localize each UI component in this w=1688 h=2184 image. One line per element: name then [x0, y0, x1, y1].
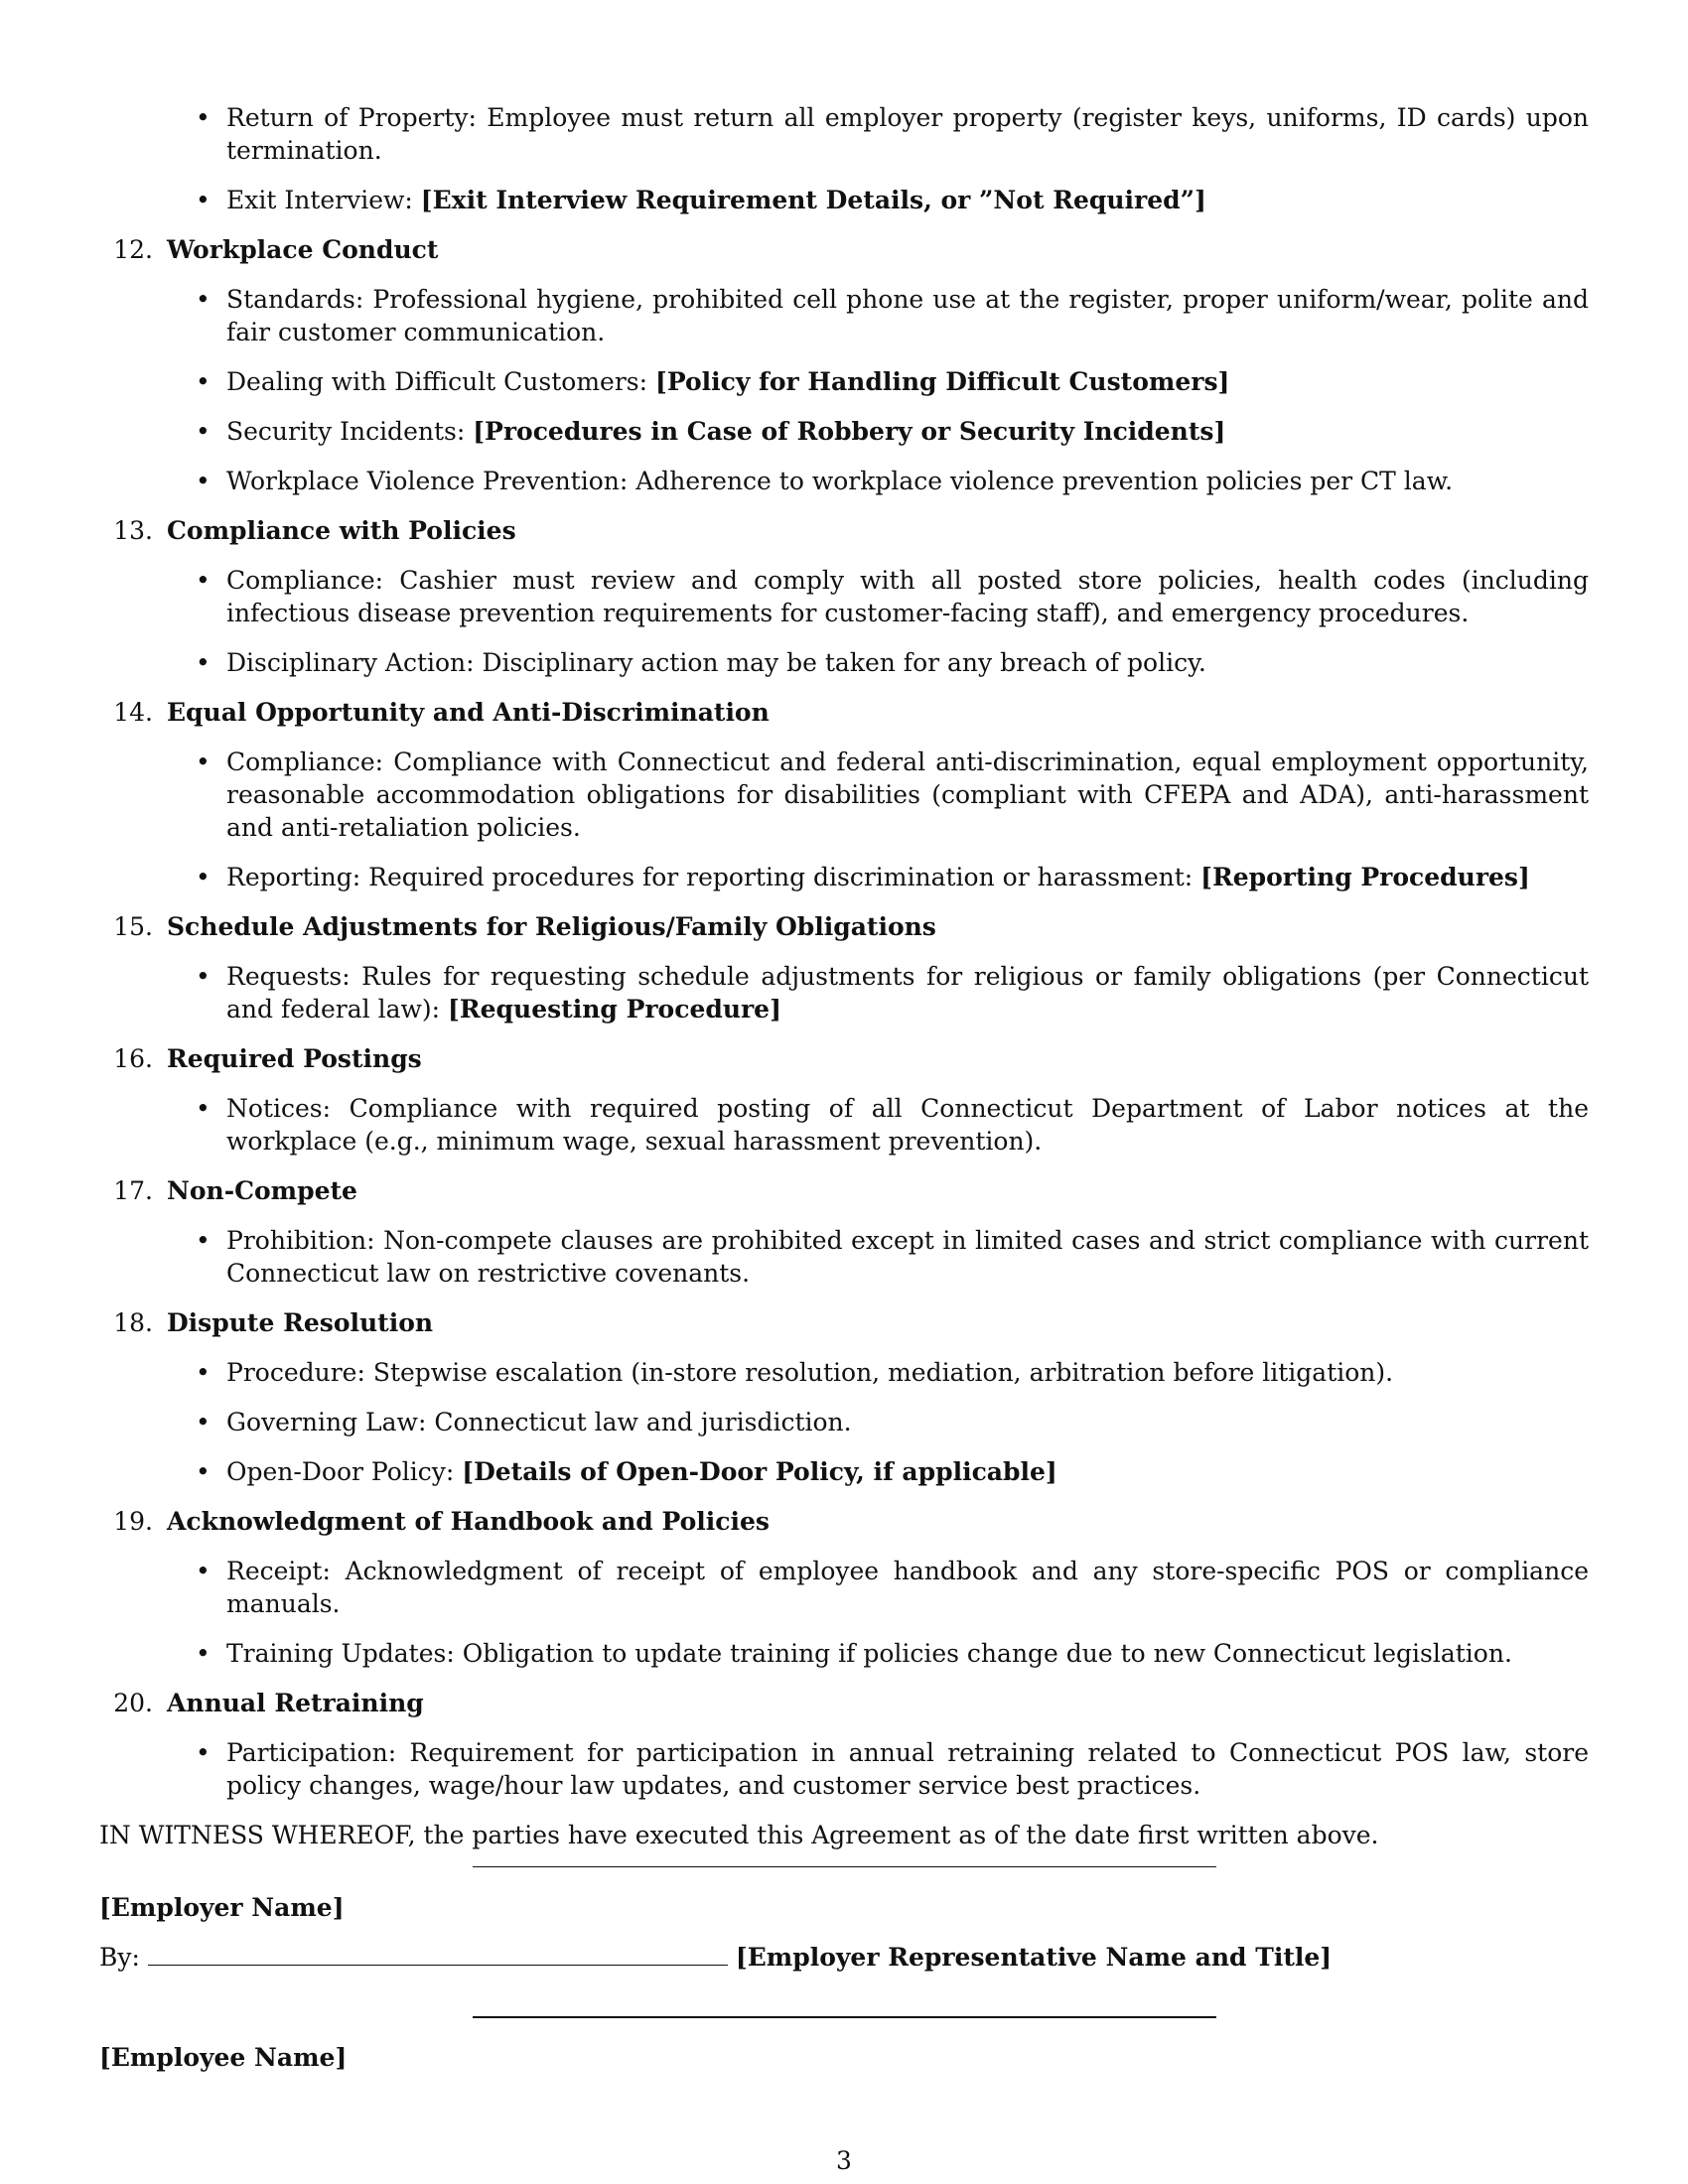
- list-item-text: Exit Interview:: [226, 186, 421, 214]
- section: [99, 1687, 1589, 1802]
- list-item-text: Dealing with Difficult Customers:: [226, 367, 655, 396]
- section-bullet-list: [99, 283, 1589, 497]
- list-item: [99, 1555, 1589, 1620]
- list-item: [99, 365, 1589, 398]
- section-heading: [99, 233, 1589, 266]
- list-item-text: Workplace Violence Prevention: Adherence to workplace violence prevention policies per CT law.: [226, 467, 1454, 495]
- section-bullet-list: [99, 1224, 1589, 1290]
- employer-representative: [Employer Representative Name and Title]: [735, 1943, 1333, 1972]
- witness-clause: IN WITNESS WHEREOF, the parties have executed this Agreement as of the date first written above.: [99, 1821, 1379, 1849]
- list-item: [99, 1455, 1589, 1488]
- list-item: [99, 465, 1589, 497]
- list-item-text: Standards: Professional hygiene, prohibited cell phone use at the register, proper uniform/wear, polite and fair customer communication.: [226, 285, 1589, 346]
- list-item-text: Requests: Rules for requesting schedule adjustments for religious or family obligations (per Connecticut and federal law):: [226, 962, 1589, 1024]
- list-item-text: Training Updates: Obligation to update training if policies change due to new Connecticut legislation.: [226, 1639, 1512, 1668]
- list-item-text: Governing Law: Connecticut law and jurisdiction.: [226, 1408, 852, 1436]
- list-item: [99, 283, 1589, 348]
- section: [99, 233, 1589, 497]
- top-bullet-list: [99, 101, 1589, 216]
- list-item: [99, 1092, 1589, 1158]
- placeholder-field: [Exit Interview Requirement Details, or ”Not Required”]: [420, 186, 1206, 214]
- section-number: 19.: [113, 1507, 153, 1536]
- section-number: 12.: [113, 235, 153, 264]
- employer-name: [Employer Name]: [99, 1893, 345, 1922]
- section-title: Schedule Adjustments for Religious/Family Obligations: [167, 912, 936, 941]
- list-item: [99, 1356, 1589, 1389]
- section: [99, 1505, 1589, 1670]
- section-bullet-list: [99, 1736, 1589, 1802]
- by-signature-blank: [148, 1964, 728, 1966]
- list-item-text: Open-Door Policy:: [226, 1457, 463, 1486]
- section-bullet-list: [99, 960, 1589, 1025]
- section: [99, 910, 1589, 1025]
- list-item-text: Return of Property: Employee must return all employer property (register keys, uniforms, ID cards) upon termination.: [226, 103, 1589, 165]
- list-item: [99, 101, 1589, 167]
- list-item: [99, 1224, 1589, 1290]
- list-item: [99, 564, 1589, 629]
- employee-name: [Employee Name]: [99, 2043, 348, 2072]
- list-item-text: Receipt: Acknowledgment of receipt of employee handbook and any store-specific POS or compliance manuals.: [226, 1557, 1589, 1618]
- section: [99, 696, 1589, 893]
- employer-by-line: [99, 1941, 1332, 1974]
- list-item-text: Reporting: Required procedures for reporting discrimination or harassment:: [226, 863, 1201, 891]
- placeholder-field: [Reporting Procedures]: [1200, 863, 1530, 891]
- section-title: Workplace Conduct: [167, 235, 439, 264]
- page-number: 3: [836, 2146, 852, 2175]
- section-heading: [99, 514, 1589, 547]
- section: [99, 514, 1589, 679]
- list-item: [99, 746, 1589, 844]
- section-title: Acknowledgment of Handbook and Policies: [167, 1507, 770, 1536]
- list-item: [99, 415, 1589, 448]
- list-item-text: Procedure: Stepwise escalation (in-store resolution, mediation, arbitration before litigation).: [226, 1358, 1394, 1387]
- list-item: [99, 1736, 1589, 1802]
- section-heading: [99, 910, 1589, 943]
- section-heading: [99, 1687, 1589, 1719]
- section-title: Dispute Resolution: [167, 1308, 434, 1337]
- section-heading: [99, 1505, 1589, 1538]
- list-item-text: Prohibition: Non-compete clauses are prohibited except in limited cases and strict compliance with current Connecticut law on restrictive covenants.: [226, 1226, 1589, 1288]
- section: [99, 1306, 1589, 1488]
- section-bullet-list: [99, 1092, 1589, 1158]
- section-number: 18.: [113, 1308, 153, 1337]
- list-item: [99, 646, 1589, 679]
- section-bullet-list: [99, 564, 1589, 679]
- list-item-text: Disciplinary Action: Disciplinary action may be taken for any breach of policy.: [226, 648, 1206, 677]
- placeholder-field: [Policy for Handling Difficult Customers]: [654, 367, 1230, 396]
- section-number: 13.: [113, 516, 153, 545]
- section-number: 17.: [113, 1176, 153, 1205]
- list-item-text: Participation: Requirement for participation in annual retraining related to Connecticut POS law, store policy changes, wage/hour law updates, and customer service best practices.: [226, 1738, 1589, 1800]
- section-bullet-list: [99, 746, 1589, 893]
- section-title: Non-Compete: [167, 1176, 357, 1205]
- list-item-text: Notices: Compliance with required posting of all Connecticut Department of Labor notices at the workplace (e.g., minimum wage, sexual harassment prevention).: [226, 1094, 1589, 1156]
- section-title: Equal Opportunity and Anti-Discrimination: [167, 698, 770, 727]
- employee-signature-line: [473, 2016, 1216, 2018]
- section-heading: [99, 1042, 1589, 1075]
- section: [99, 1174, 1589, 1290]
- section-title: Required Postings: [167, 1044, 422, 1073]
- section-number: 14.: [113, 698, 153, 727]
- by-label: By:: [99, 1943, 140, 1972]
- numbered-sections: [99, 233, 1589, 1802]
- section-number: 20.: [113, 1689, 153, 1717]
- document-body: [99, 101, 1589, 1851]
- section-heading: [99, 1174, 1589, 1207]
- employer-signature-line: [473, 1866, 1216, 1867]
- list-item: [99, 184, 1589, 216]
- placeholder-field: [Details of Open-Door Policy, if applicable]: [462, 1457, 1057, 1486]
- list-item-text: Security Incidents:: [226, 417, 474, 446]
- placeholder-field: [Requesting Procedure]: [448, 995, 781, 1024]
- section-number: 16.: [113, 1044, 153, 1073]
- list-item: [99, 960, 1589, 1025]
- section-number: 15.: [113, 912, 153, 941]
- section: [99, 1042, 1589, 1158]
- list-item: [99, 1406, 1589, 1438]
- placeholder-field: [Procedures in Case of Robbery or Security Incidents]: [473, 417, 1226, 446]
- list-item: [99, 861, 1589, 893]
- section-bullet-list: [99, 1555, 1589, 1670]
- section-title: Compliance with Policies: [167, 516, 516, 545]
- section-heading: [99, 696, 1589, 729]
- section-heading: [99, 1306, 1589, 1339]
- section-title: Annual Retraining: [167, 1689, 424, 1717]
- section-bullet-list: [99, 1356, 1589, 1488]
- list-item-text: Compliance: Compliance with Connecticut and federal anti-discrimination, equal employment opportunity, reasonable accommodation obligations for disabilities (compliant with CFEPA and ADA), anti-harassment and anti-retaliation policies.: [226, 748, 1589, 842]
- list-item-text: Compliance: Cashier must review and comply with all posted store policies, health codes (including infectious disease prevention requirements for customer-facing staff), and emergency procedures.: [226, 566, 1589, 627]
- list-item: [99, 1637, 1589, 1670]
